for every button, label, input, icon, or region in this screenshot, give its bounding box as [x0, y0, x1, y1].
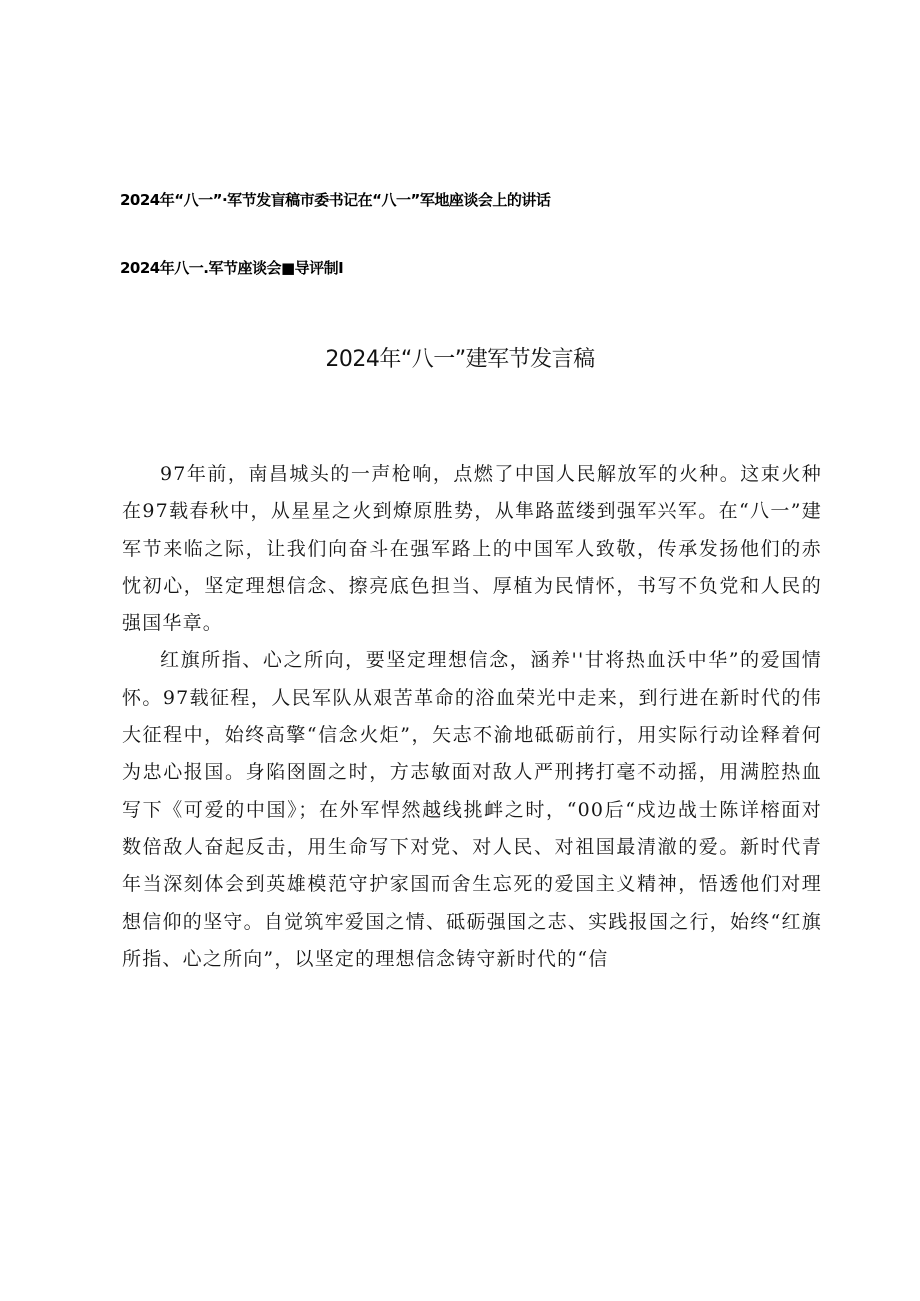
related-article-title-2: 2024年八一.军节座谈会■导评制I	[120, 259, 344, 277]
paragraph-1: 97年前，南昌城头的一声枪响，点燃了中国人民解放军的火种。这束火种在97载春秋中，从星星之火到燎原胜势，从隼路蓝缕到强军兴军。在“八一”建军节来临之际，让我们向奋斗在强军路上的中国军人致敬，传承发扬他们的赤忱初心，坚定理想信念、擦亮底色担当、厚植为民情怀，书写不负党和人民的强国华章。	[122, 463, 822, 635]
related-article-title-1: 2024年“八一”·军节发盲稿市委书记在“八一”军地座谈会上的讲话	[120, 191, 551, 209]
document-body	[122, 456, 822, 978]
document-title: 2024年“八一”建军节发言稿	[325, 347, 595, 372]
paragraph-2: 红旗所指、心之所向，要坚定理想信念，涵养''甘将热血沃中华”的爱国情怀。97载征程，人民军队从艰苦革命的浴血荣光中走来，到行进在新时代的伟大征程中，始终高擎“信念火炬”，矢志不渝地砥砺前行，用实际行动诠释着何为忠心报国。身陷囹圄之时，方志敏面对敌人严刑拷打毫不动摇，用满腔热血写下《可爱的中国》；在外军悍然越线挑衅之时，“00后“戍边战士陈详榕面对数倍敌人奋起反击，用生命写下对党、对人民、对祖国最清澈的爱。新时代青年当深刻体会到英雄模范守护家国而舍生忘死的爱国主义精神，悟透他们对理想信仰的坚守。自觉筑牢爱国之情、砥砺强国之志、实践报国之行，始终“红旗所指、心之所向”，以坚定的理想信念铸守新时代的“信	[122, 649, 822, 970]
